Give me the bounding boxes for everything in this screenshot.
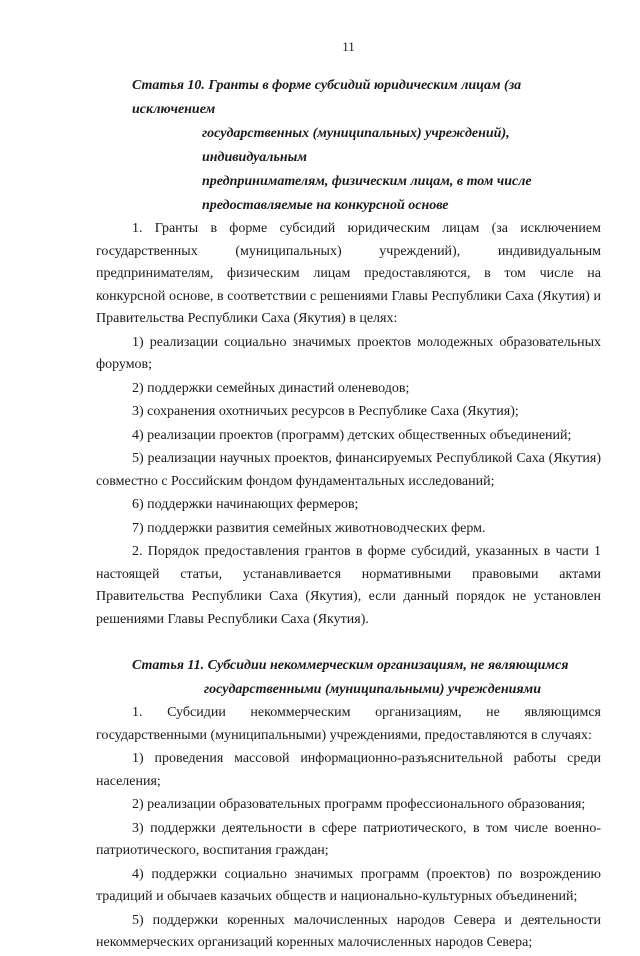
article-10-heading-line: государственных (муниципальных) учреждений), индивидуальным	[202, 126, 510, 165]
article-11-part-1: 1. Субсидии некоммерческим организациям, не являющимся государственными (муниципальными) учреждениями, предоставляются в случаях:	[96, 705, 601, 743]
list-item: 4) реализации проектов (программ) детских общественных объединений;	[132, 427, 572, 443]
article-11-heading-line: Статья 11. Субсидии некоммерческим организациям, не являющимся	[132, 658, 569, 673]
list-item: 3) сохранения охотничьих ресурсов в Республике Саха (Якутия);	[132, 404, 519, 419]
list-item: 2) поддержки семейных династий оленеводов;	[132, 380, 410, 396]
article-10-heading-line: Статья 10. Гранты в форме субсидий юридическим лицам (за исключением	[132, 78, 522, 117]
page-number: 11	[342, 39, 355, 54]
article-10-part-2: 2. Порядок предоставления грантов в форме субсидий, указанных в части 1 настоящей статьи, устанавливается нормативными правовыми актами Правительства Республики Саха (Якутия), если данный порядок не установлен решениями Главы Республики Саха (Якутия).	[96, 544, 601, 627]
list-item: 4) поддержки социально значимых программ (проектов) по возрождению традиций и обычаев казачьих обществ и национально-культурных объединений;	[96, 866, 601, 904]
document-page	[96, 36, 601, 956]
list-item: 1) реализации социально значимых проектов молодежных образовательных форумов;	[96, 334, 601, 372]
list-item: 3) поддержки деятельности в сфере патриотического, в том числе военно-патриотического, воспитания граждан;	[96, 820, 601, 858]
article-10-heading-line: предоставляемые на конкурсной основе	[202, 198, 449, 213]
list-item: 5) поддержки коренных малочисленных народов Севера и деятельности некоммерческих организаций коренных малочисленных народов Севера;	[96, 912, 601, 950]
article-10-part-1: 1. Гранты в форме субсидий юридическим лицам (за исключением государственных (муниципальных) учреждений), индивидуальным предпринимателям, физическим лицам предоставляются, в том числе на конкурсной основе, в соответствии с решениями Главы Республики Саха (Якутия) и Правительства Республики Саха (Якутия) в целях:	[96, 221, 601, 326]
list-item: 2) реализации образовательных программ профессионального образования;	[132, 797, 586, 812]
article-10-heading-line: предпринимателям, физическим лицам, в том числе	[202, 174, 532, 189]
article-11-heading	[96, 654, 601, 702]
list-item: 6) поддержки начинающих фермеров;	[132, 497, 359, 512]
list-item: 7) поддержки развития семейных животноводческих ферм.	[132, 520, 486, 536]
list-item: 1) проведения массовой информационно-разъяснительной работы среди населения;	[96, 751, 601, 789]
section-gap	[96, 632, 601, 654]
article-11-heading-line: государственными (муниципальными) учреждениями	[204, 682, 541, 697]
list-item: 5) реализации научных проектов, финансируемых Республикой Саха (Якутия) совместно с Российским фондом фундаментальных исследований;	[96, 451, 601, 489]
article-10-heading	[96, 74, 601, 218]
